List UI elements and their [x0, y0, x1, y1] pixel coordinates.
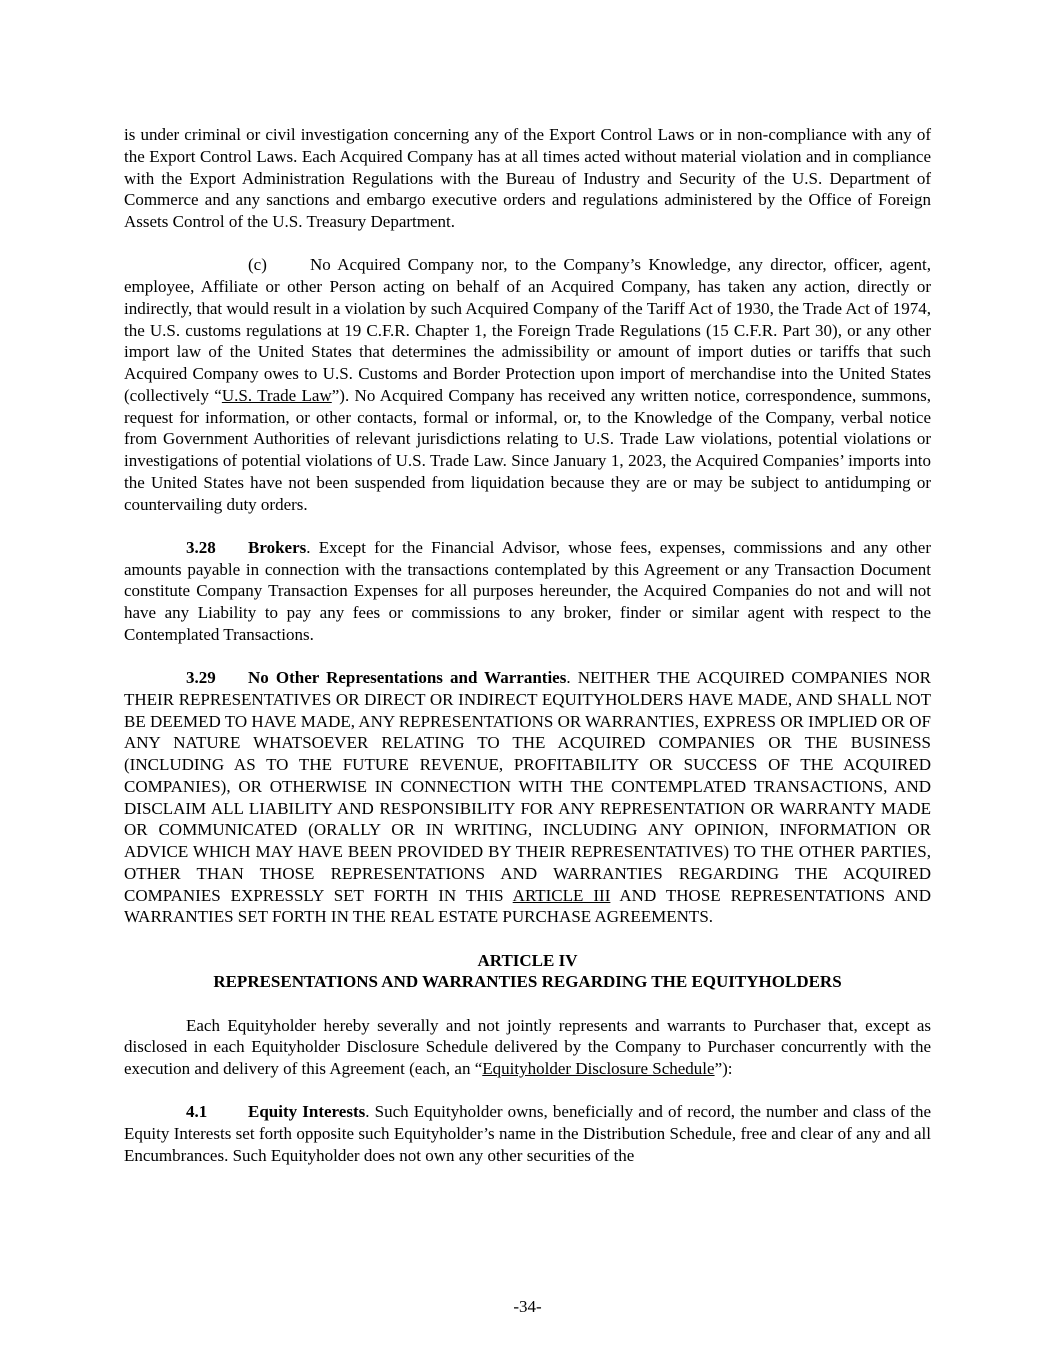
paragraph-text: is under criminal or civil investigation concerning any of the Export Control Laws or in non-compliance with any of the Export Control Laws. Each Acquired Company has at all times acted without material violation and in compliance with the Export Administration Regulations with the Bureau of Industry and Security of the U.S. Department of Commerce and any sanctions and embargo executive orders and regulations administered by the Office of Foreign Assets Control of the U.S. Treasury Department.	[124, 125, 931, 231]
section-3-28-brokers	[124, 537, 931, 646]
section-text: . Such Equityholder owns, beneficially and of record, the number and class of the Equity Interests set forth opposite such Equityholder’s name in the Distribution Schedule, free and clear of any and all Encumbrances. Such Equityholder does not own any other securities of the	[124, 1102, 931, 1165]
paragraph-text: No Acquired Company nor, to the Company’s Knowledge, any director, officer, agent, employee, Affiliate or other Person acting on behalf of an Acquired Company, has taken any action, directly or indirectly, that would result in a violation by such Acquired Company of the Tariff Act of 1930, the Trade Act of 1974, the U.S. customs regulations at 19 C.F.R. Chapter 1, the Foreign Trade Regulations (15 C.F.R. Part 30), or any other import law of the United States that determines the admissibility or amount of import duties or tariffs that such Acquired Company owes to U.S. Customs and Border Protection upon import of merchandise into the United States (collectively “	[124, 255, 931, 405]
section-title: No Other Representations and Warranties	[248, 668, 567, 687]
section-number: 3.28	[186, 537, 216, 557]
article-iii-link[interactable]: ARTICLE III	[512, 885, 611, 905]
section-4-1-equity-interests	[124, 1101, 931, 1166]
article-title: REPRESENTATIONS AND WARRANTIES REGARDING THE EQUITYHOLDERS	[213, 972, 842, 992]
section-title: Brokers	[248, 537, 307, 557]
article-heading	[124, 950, 931, 994]
paragraph-export-control	[124, 124, 931, 233]
section-text: . NEITHER THE ACQUIRED COMPANIES NOR THEIR REPRESENTATIVES OR DIRECT OR INDIRECT EQUITYHOLDERS HAVE MADE, AND SHALL NOT BE DEEMED TO HAVE MADE, ANY REPRESENTATIONS OR WARRANTIES, EXPRESS OR IMPLIED OR OF ANY NATURE WHATSOEVER RELATING TO THE ACQUIRED COMPANIES OR THE BUSINESS (INCLUDING AS TO THE FUTURE REVENUE, PROFITABILITY OR SUCCESS OF THE ACQUIRED COMPANIES), OR OTHERWISE IN CONNECTION WITH THE CONTEMPLATED TRANSACTIONS, AND DISCLAIM ALL LIABILITY AND RESPONSIBILITY FOR ANY REPRESENTATION OR WARRANTY MADE OR COMMUNICATED (ORALLY OR IN WRITING, INCLUDING ANY OPINION, INFORMATION OR ADVICE WHICH MAY HAVE BEEN PROVIDED BY THEIR REPRESENTATIVES) TO THE OTHER PARTIES, OTHER THAN THOSE REPRESENTATIONS AND WARRANTIES REGARDING THE ACQUIRED COMPANIES EXPRESSLY SET FORTH IN THIS	[124, 668, 931, 905]
defined-term: Equityholder Disclosure Schedule	[482, 1059, 715, 1078]
defined-term: U.S. Trade Law	[221, 385, 332, 405]
section-number: 3.29	[186, 668, 216, 687]
document-page	[124, 124, 931, 1188]
page-number: -34-	[513, 1297, 542, 1316]
paragraph-c-trade-law	[124, 254, 931, 515]
section-3-29-no-other-reps	[124, 667, 931, 928]
section-text: . Except for the Financial Advisor, whose fees, expenses, commissions and any other amounts payable in connection with the transactions contemplated by this Agreement or any Transaction Document constitute Company Transaction Expenses for all purposes hereunder, the Acquired Companies do not and will not have any Liability to pay any fees or commissions to any broker, finder or similar agent with respect to the Contemplated Transactions.	[124, 537, 931, 644]
paragraph-text: ”):	[714, 1059, 733, 1078]
article-intro	[124, 1015, 931, 1080]
clause-label: (c)	[248, 255, 267, 275]
section-title: Equity Interests	[248, 1102, 366, 1122]
article-number: ARTICLE IV	[477, 950, 578, 970]
paragraph-text: Each Equityholder hereby severally and not jointly represents and warrants to Purchaser that, except as disclosed in each Equityholder Disclosure Schedule delivered by the Company to Purchaser concurrently with the execution and delivery of this Agreement (each, an “	[124, 1015, 931, 1078]
paragraph-text: ”). No Acquired Company has received any written notice, correspondence, summons, request for information, or other contacts, formal or informal, or, to the Knowledge of the Company, verbal notice from Government Authorities of relevant jurisdictions relating to U.S. Trade Law violations, potential violations or investigations of potential violations of U.S. Trade Law. Since January 1, 2023, the Acquired Companies’ imports into the United States have not been suspended from liquidation because they are or may be subject to antidumping or countervailing duty orders.	[124, 385, 931, 514]
section-number: 4.1	[186, 1102, 208, 1122]
section-text: AND THOSE REPRESENTATIONS AND WARRANTIES SET FORTH IN THE REAL ESTATE PURCHASE AGREEMENTS.	[124, 885, 931, 927]
